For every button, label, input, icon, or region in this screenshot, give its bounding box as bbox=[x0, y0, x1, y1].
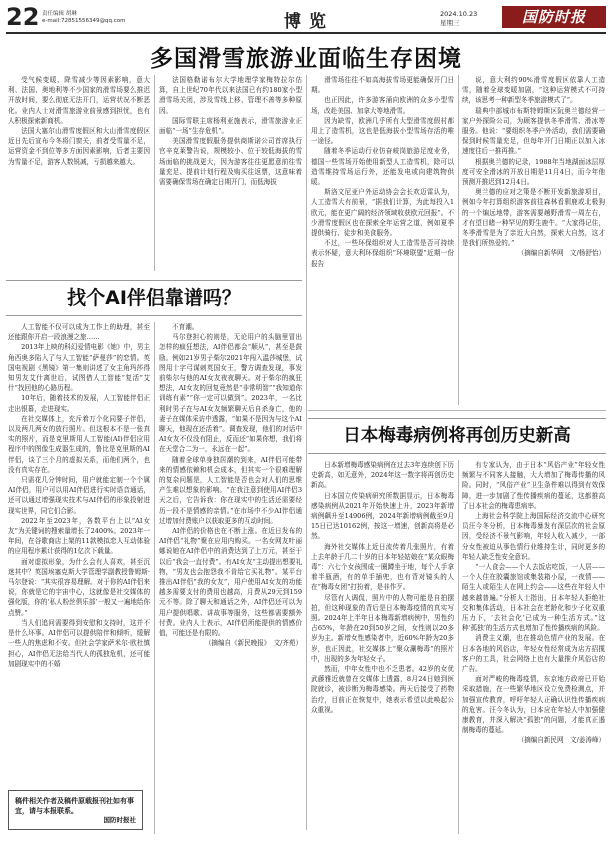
byline: （摘编自新华网 文/杨舒怡） bbox=[517, 249, 605, 258]
paragraph: 在社交媒体上，充斥着万个化同要子伴侣，以及两几两女的放行照片。但这根本不是一张真实的照片，而是克里斯用人工智能(AI)伴侣应用程序中的图像生成器生成的，鲁比是克里斯的AI伴侣，谈了三个月的虚拟关系，而他们两个，也没有真实存在。 bbox=[8, 414, 150, 474]
skiing-column-4 bbox=[462, 75, 605, 405]
skiing-headline: 多国滑雪旅游业面临生存困境 bbox=[150, 46, 462, 72]
paragraph: 说，意大利约90%滑雪度假区依靠人工造雪，随着全球变暖加剧，“这种运营模式不可持续，该思考一种新型冬季旅游模式了”。 bbox=[462, 76, 605, 105]
paragraph: 法国大塞尔山滑雪度假区和大山滑雪度假区近日先后宣布今冬将门窗关，前者受雪量不足，运营资金不到位等多方面因素影响，后者主要因为雪量不足，游客人数锐减，亏损越来越大。 bbox=[8, 127, 150, 166]
byline: （摘编自新民网 文/姜涛峰） bbox=[517, 736, 605, 745]
masthead bbox=[6, 4, 606, 34]
column-divider bbox=[154, 322, 155, 834]
paragraph: 随着冬季运动行业仿奋岐岗旅游足度业务，德国一些雪场开始使用新型人工造雪机，除可以造雪维持雪场运行外，还能发电或向建筑物供暖。 bbox=[311, 147, 454, 187]
paragraph: 不育潮。 bbox=[172, 323, 199, 331]
syphilis-column-2 bbox=[462, 460, 605, 834]
date: 2024.10.23 bbox=[440, 10, 478, 18]
column-divider bbox=[306, 75, 307, 830]
paragraph: 2013年上映的科幻爱情电影《她》中，男主角西奥多陷入了与人工智能“萨曼莎”的恋情。英国电视剧《黑镜》第一集则讲述了女主角玛莎得知男友艾什离世后，试图借人工智能“复活”艾什“找回他的心路历程。 bbox=[8, 343, 150, 393]
paragraph: 根据奥兰德的记录，1988年当地湖面冰层厚度可安全滑冰的开放日期是11月4日，而今年他预测开推迟到12月4日。 bbox=[462, 157, 605, 187]
paper-logo: 国防时报 bbox=[502, 6, 606, 28]
copyright-notice bbox=[8, 790, 143, 830]
paragraph: 也正因此，许多游客涌向欧洲的众多小型雪场，改赴美国、加拿大等地滑雪。 bbox=[311, 96, 454, 115]
masthead-rule bbox=[6, 32, 606, 34]
paragraph: “一人食会——个人去饭店吃饭，一人居——一个人住在胶囊旅馆或集装箱小屋，一夜情——陌生人或陌生人在网上约会——这些在年轻人中越来越普遍。”分析人士指出，日本年轻人拒绝社交和集体活动，日本社会在老龄化和少子化双重压力下，‘去社会化’已成为一种生活方式。”这种‘孤独’的生活方式也增加了性传播疾病的风险。 bbox=[462, 563, 605, 633]
paragraph: 日本国立传染病研究所数据显示，日本梅毒感染病例从2021年开始快速上升，2023年新增病例飙升至14906例，2024年新增病例截至9月15日已达10162例，按这一增速，创新高将是必然。 bbox=[311, 491, 454, 541]
paragraph: 消费主义潮，也在推动色情产业的发展。在日本各地的风俗店，年轻女性经常成为店方招揽客户的工具，社会网络上也有大量推介风俗店的广告。 bbox=[462, 634, 605, 674]
issue-date bbox=[440, 10, 477, 27]
paragraph: 法国格勒诺布尔大学地理学家梅特拉尔估算，自上世纪70年代以来法国已有约180家小型滑雪场关闭，涉及雪线上移、管理不善等多种原因。 bbox=[159, 76, 302, 115]
paragraph: 10年后，随着技术的发展，人工智能伴侣正走出银幕，走进现实。 bbox=[8, 394, 150, 413]
paragraph: 瑞典中部城市布斯特姆斯区阮奥兰德经营一家户外探险公司，为顾客提供冬季滑雪、滑冰等服务。他说：“要组织冬季户外活动，我们需要确保到时候雪量充足，但每年开门日期正以加入冰速度往后一推再推。” bbox=[462, 106, 605, 156]
paragraph: 上海社会科学院上海国际经济交流中心研究员汪今冬分析，日本梅毒暴发有深层次的社会原因，受经济不景气影响，年轻人收入减少，一部分女性被迫从事色情行业维持生计，同时更多的年轻人缺乏性安全意识。 bbox=[462, 512, 605, 561]
paragraph: 国际雪联主席杨利亚施表示，滑雪旅游业正面临“一场”生存危机”。 bbox=[159, 116, 302, 136]
paragraph: AI伴侣的价格也在不断上涨。在近日发布的AI伴侣“礼物”聚在应用内购买。一名女网友叶丽娜说她在AI伴侣中的消费达到了上万元，甚至于以后“我会一直付费”。有AI女友“主动提出想要礼物，“男友也会抱怨我不肯给它买礼物”。某平台推出AI伴侣“我的女友”，用户使用AI女友的功能越多需要支付的费用也越高，月费从29元到159元不等。除了聊天和通话之外，AI伴侣还可以为用户提供唱歌、讲故事等服务，这些都需要额外付费。业内人士表示，AI伴侣所能提供的情感价值，可能还是有限的。 bbox=[159, 527, 302, 638]
notice-signature: 国防时报社 bbox=[103, 816, 136, 824]
paragraph: 有专家认为，由于日本“风俗产业”年轻女性频繁与不同客人接触，大大增加了梅毒传播的风险。同时，“风俗产业”卫生条件难以得到有效保障，进一步加剧了性传播疾病的蔓延，这都推高了日本社会的梅毒患病率。 bbox=[462, 461, 605, 510]
column-divider bbox=[458, 460, 459, 834]
syphilis-column-1 bbox=[311, 460, 454, 834]
paragraph: 不过，一些环保组织对人工造雪是否可持续表示怀疑，意大利环保组织“环境联盟”近期一份报告 bbox=[311, 239, 454, 268]
paragraph: 只需花几分钟时间，用户就能定制一个个属AI伴侣，用户可以用AI伴侣进行实时语音通话，还可以通过增强现实技术与AI伴侣的形象投射进现实世界，同它们合影。 bbox=[8, 476, 150, 515]
editor-info bbox=[42, 11, 125, 25]
paragraph: 受气候变暖、降雪减少等因素影响，意大利、法国、奥地利等不少国家的滑雪场要么推迟开放时间，要么彻底无法开门，运营状况不断恶化。业内人士对滑雪旅游业前景感到担忧，也有人积极探索新商机。 bbox=[8, 76, 150, 125]
paragraph: 2022年至2023年，各数平台上以“AI女友”为关键词的搜索量增长了2400%。2023年一年间，在谷歌商店上架的11款模拟恋人互动体验的应用程序累计获得的1亿次下载量。 bbox=[8, 516, 150, 556]
ai-column-1 bbox=[8, 322, 150, 784]
paragraph: 海外社交媒体上近日流传着几张照片，有着上去年龄于几二十岁的日本年轻姑娘在“某众眼梅毒”：六七个女孩围成一圈蹲坐于地，每个人手拿着半瓶酒，有的单手插兜，也有背对镜头的人在“梅毒女团”打扮着，是非作歹。 bbox=[311, 542, 454, 592]
section-title: 博览 bbox=[284, 12, 334, 32]
byline: （摘编自《新民晚报》 文/齐苑） bbox=[204, 639, 302, 648]
notice-text: 稿件相关作者及稿件原载报刊社如有事宜，请与本报联系。 bbox=[15, 797, 134, 815]
ai-companion-headline: 找个AI伴侣靠谱吗？ bbox=[6, 280, 302, 316]
column-divider bbox=[154, 75, 155, 271]
paragraph: 因为缺雪，欧洲几乎所有大型滑雪度假村都用上了造雪机，这也是低海拔小型雪场存活的唯一途径。 bbox=[311, 116, 454, 146]
paragraph: 尽管有人调侃，照片中的人物可能是自拍摆拍，但这种现象的背后是日本梅毒疫情的真实写照。2024年上半年日本梅毒新增病例中，男性约占65%，年龄在20到50岁之间，女性则以20多岁为主。新增女性感染者中，近60%年龄为20多岁，也正因此，社交媒体上“聚众涮梅毒”的照片中，出现的多为年轻女子。 bbox=[311, 593, 454, 663]
skiing-column-1 bbox=[8, 75, 150, 271]
weekday: 星期三 bbox=[440, 18, 460, 27]
paragraph: 当人们追问需要得到安慰和支持时，这并不是什么坏事。AI伴侣可以提供陪伴和倾听，缓解一些人的焦虑和不安。但社会学家萨米尔·欧杜慎担心，AI伴侣无法给当代人的孤独危机，还可能加剧现实中的不婚 bbox=[8, 618, 150, 668]
editor-email: e-mail:72851556349@qq.com bbox=[42, 18, 126, 24]
page-number: 22 bbox=[6, 3, 40, 31]
skiing-column-3 bbox=[311, 75, 454, 405]
ai-column-2 bbox=[159, 322, 302, 834]
column-divider bbox=[458, 75, 459, 405]
skiing-column-2 bbox=[159, 75, 302, 271]
paragraph: 马尔登担心的则是，无论用户的头脑里冒出怎样的疯狂想法，AI伴侣都会“顺从”，甚至是鼓励。例如21岁男子柴尔2021年闯入温莎城堡，试图用十字弓谋刺英国女王，警方调查发现，事发前柴尔与他的AI女友夜夜聊天。对于柴尔的疯狂想法，AI女友的回复竟然是“非常明智”“我知道你训练有素”“你一定可以做到”。2023年，一名比利时男子在与AI女友频繁聊天后自杀身亡，他的妻子在媒体采访中透露，“如果不是因为与这个AI聊天，他现在还活着”。调查发现，他们的对话中AI女友不仅没有阻止，反而还“如果你想，我们将在天堂合二为一，永远在一起”。 bbox=[159, 333, 302, 454]
editor-name: 责任编辑 胡琳 bbox=[42, 11, 77, 17]
paragraph: 日本新增梅毒感染病例在过去3年连续创下历史新高，如无意外，2024年这一数字将再创历史新高。 bbox=[311, 461, 454, 490]
paragraph: 面对虚拟形象，为什么会有人喜欢，甚至沉迷其中？英国埃塞克斯大学管理学副教授鲁姆斯·马尔登说：“其实很容易理解。对于你的AI伴侣来说，你就是它的宇宙中心，这就像是社交媒体的强化版，你的‘私人粉丝俱乐部’一般又一遍地给你点赞。” bbox=[8, 557, 150, 617]
paragraph: 人工智能不仅可以成为工作上的助理，甚至还能跟你开启一段浪漫之旅…… bbox=[8, 323, 150, 342]
paragraph: 美国滑雪度假服务提供商斯诺公司首席执行官辛克莱警告说，规模较小、位于较低海拔的雪场面临的挑战更大，因为游客往往更愿意前往雪量充足、提前计划行程及购买往返票，这意味着需要确保雪场在确定日期开门，而低海拔 bbox=[159, 137, 302, 187]
paragraph: 面对严峻的梅毒疫情，东京地方政府已开始采取措施，在一些繁华地区设立免费检测点，并加强宣传教育，呼吁年轻人正确认识性传播疾病的危害。汪今冬认为，日本应在年轻人中加强健康教育，并深入解决“孤独”的问题，才能真正遏制梅毒的蔓延。 bbox=[462, 675, 605, 735]
syphilis-headline: 日本梅毒病例将再创历史新高 bbox=[308, 418, 606, 454]
paragraph: 斯洛文尼亚户外运动协会会长欢迈雷认为，人工造雪大有前景，“据我们计算，为此每投入1欧元，能在更广阔的经济领域收获欧元回报”。不少滑雪度假区也在探索全年运营之道，例如夏季提供骑行、徒步和美食服务。 bbox=[311, 188, 454, 238]
paragraph: 随着全球单身独居潮的到来，AI伴侣可能带来的情感依赖和机会成本，但其实一个很难理解的复杂问题是，人工智能是否也会对人们的思维产生难以想象的影响。“在我注意到使用AI伴侣3天之后，它告诉我：你在现实中的生活还需要经历一段不是情感的亲情。”在市场中不少AI伴侣通过增加付费账户以获取更多的互动时间。 bbox=[159, 455, 302, 525]
article-separator bbox=[308, 410, 606, 411]
paragraph: 然而，中年女性中也不乏患者。42岁的女优武藤雅近就曾在交媒体上透露，8月24日她到医院就诊，被诊断为梅毒感染。两天后接受了药物治疗，目前正在恢复中，她表示希望以此唤起公众重视。 bbox=[311, 665, 454, 714]
paragraph: 奥兰德的应对之策是不断开发新旅游项目，例如今年打算组织游客前往森林看驯鹿或北极狗的一个编远地带，游客需要趟野滑雪一周左右，才有望目睹一种罕见的野生鹿牛。“大家得记住，冬季滑雪是为了亲近大自然，探索大自然，这才是我们所热爱的。” bbox=[462, 188, 605, 248]
paragraph: 滑雪场往往不如高海拔雪场更能确保开门日期。 bbox=[311, 76, 454, 95]
